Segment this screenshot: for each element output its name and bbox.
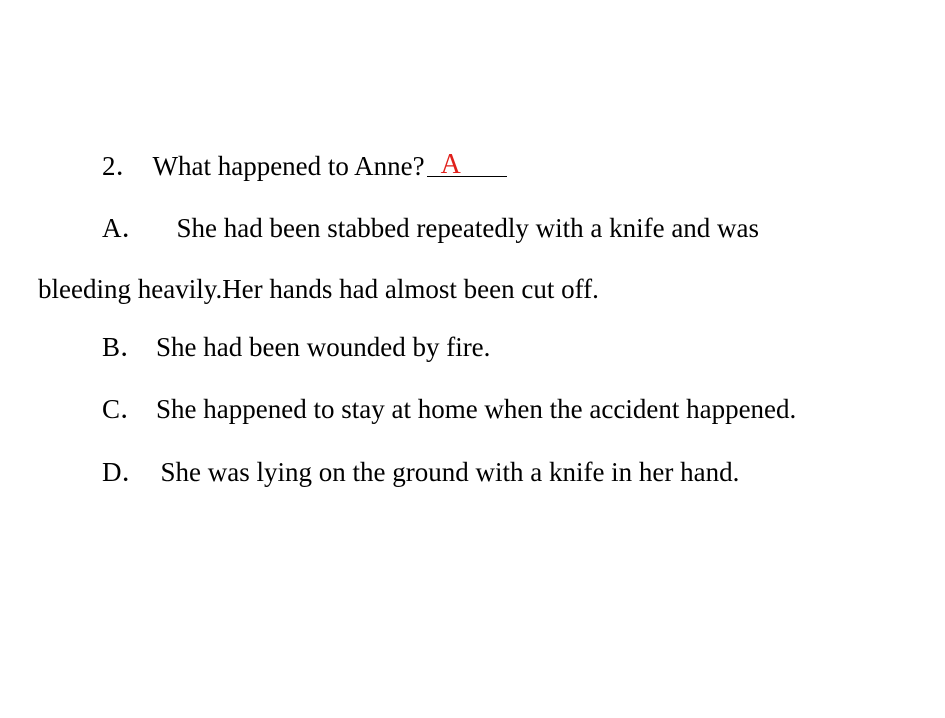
answer-text: A: [440, 149, 461, 180]
option-c-letter: C．: [102, 394, 148, 424]
option-b-letter: B．: [102, 332, 148, 362]
option-a-line1: [102, 212, 759, 244]
option-c: [102, 393, 796, 425]
question-text: What happened to Anne?: [152, 151, 425, 181]
option-a-text-line2: bleeding heavily.Her hands had almost been cut off.: [38, 274, 599, 304]
option-d-text: She was lying on the ground with a knife in her hand.: [160, 457, 740, 487]
option-a-letter: A．: [102, 213, 149, 243]
option-d: [102, 456, 739, 488]
option-c-text: She happened to stay at home when the accident happened.: [156, 394, 797, 424]
option-a-text-line1: She had been stabbed repeatedly with a knife and was: [176, 213, 760, 243]
answer-blank: [427, 149, 507, 180]
option-a-line2: [38, 273, 599, 305]
option-b: [102, 331, 490, 363]
option-d-letter: D．: [102, 457, 149, 487]
question-line: [102, 150, 507, 182]
question-number: 2．: [102, 151, 143, 181]
option-b-text: She had been wounded by fire.: [156, 332, 491, 362]
